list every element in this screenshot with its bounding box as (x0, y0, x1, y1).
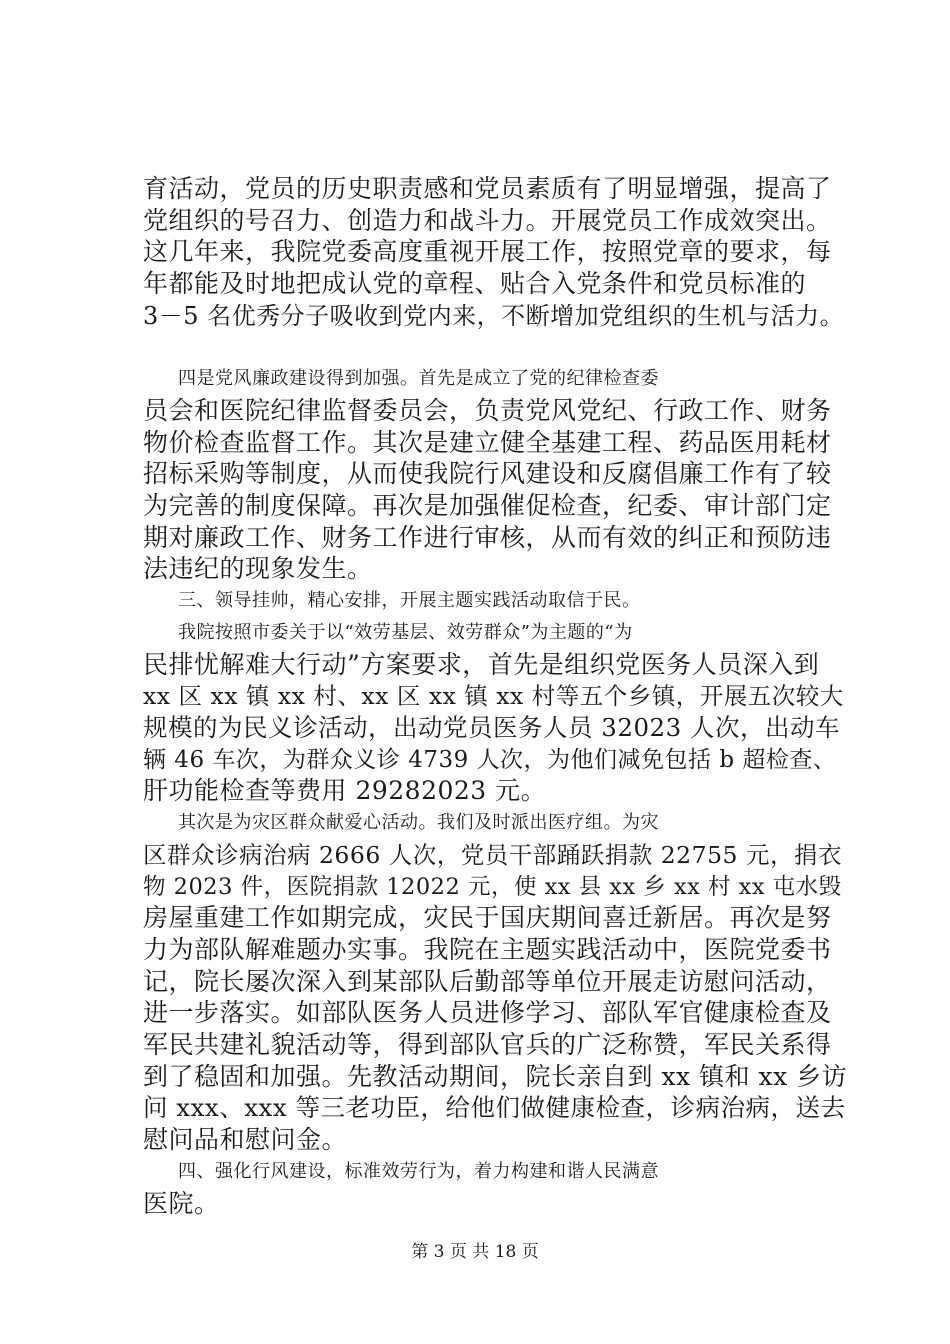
body-line: 辆 46 车次，为群众义诊 4739 人次，为他们减免包括 b 超检查、 (143, 747, 837, 773)
body-line: 规模的为民义诊活动，出动党员医务人员 32023 人次，出动车 (143, 713, 841, 742)
body-line: 慰问品和慰问金。 (143, 1125, 348, 1154)
body-line: 我院按照市委关于以“效劳基层、效劳群众”为主题的“为 (178, 622, 633, 643)
body-line: 到了稳固和加强。先教活动期间，院长亲自到 xx 镇和 xx 乡访 (143, 1062, 848, 1091)
body-line: 问 xxx、xxx 等三老功臣，给他们做健康检查，诊病治病，送去 (143, 1093, 846, 1122)
body-line: 期对廉政工作、财务工作进行审核，从而有效的纠正和预防违 (143, 523, 832, 552)
body-line: 招标采购等制度，从而使我院行风建设和反腐倡廉工作有了较 (143, 459, 832, 488)
body-line: 这几年来，我院党委高度重视开展工作，按照党章的要求，每 (143, 237, 832, 266)
body-line: 3－5 名优秀分子吸收到党内来，不断增加党组织的生机与活力。 (143, 302, 845, 330)
body-line: 育活动，党员的历史职责感和党员素质有了明显增强，提高了 (143, 174, 832, 203)
body-line: xx 区 xx 镇 xx 村、xx 区 xx 镇 xx 村等五个乡镇，开展五次较大 (143, 682, 844, 710)
body-line: 物价检查监督工作。其次是建立健全基建工程、药品医用耗材 (143, 428, 832, 457)
body-line: 四是党风廉政建设得到加强。首先是成立了党的纪律检查委 (178, 368, 659, 389)
section-heading: 三、领导挂帅，精心安排，开展主题实践活动取信于民。 (178, 590, 641, 611)
body-line: 为完善的制度保障。再次是加强催促检查，纪委、审计部门定 (143, 491, 832, 520)
page-footer: 第 3 页 共 18 页 (411, 1242, 539, 1262)
body-line: 员会和医院纪律监督委员会，负责党风党纪、行政工作、财务 (143, 396, 832, 425)
body-line: 法违纪的现象发生。 (143, 554, 373, 583)
body-line: 医院。 (143, 1189, 220, 1218)
body-line: 党组织的号召力、创造力和战斗力。开展党员工作成效突出。 (143, 206, 832, 235)
body-line: 肝功能检查等费用 29282023 元。 (143, 776, 547, 805)
body-line: 力为部队解难题办实事。我院在主题实践活动中，医院党委书 (143, 935, 832, 964)
body-line: 进一步落实。如部队医务人员进修学习、部队军官健康检查及 (143, 998, 832, 1027)
section-heading: 四、强化行风建设，标准效劳行为，着力构建和谐人民满意 (178, 1161, 659, 1182)
body-line: 民排忧解难大行动”方案要求，首先是组织党医务人员深入到 (143, 650, 820, 679)
body-line: 年都能及时地把成认党的章程、贴合入党条件和党员标准的 (143, 269, 807, 298)
body-line: 其次是为灾区群众献爱心活动。我们及时派出医疗组。为灾 (178, 812, 659, 833)
body-line: 物 2023 件，医院捐款 12022 元，使 xx 县 xx 乡 xx 村 xx 屯水毁 (143, 874, 842, 900)
body-line: 区群众诊病治病 2666 人次，党员干部踊跃捐款 22755 元，捐衣 (143, 841, 842, 869)
body-line: 记，院长屡次深入到某部队后勤部等单位开展走访慰问活动， (143, 967, 832, 996)
body-line: 军民共建礼貌活动等，得到部队官兵的广泛称赞，军民关系得 (143, 1030, 832, 1059)
body-line: 房屋重建工作如期完成，灾民于国庆期间喜迁新居。再次是努 (143, 903, 832, 932)
